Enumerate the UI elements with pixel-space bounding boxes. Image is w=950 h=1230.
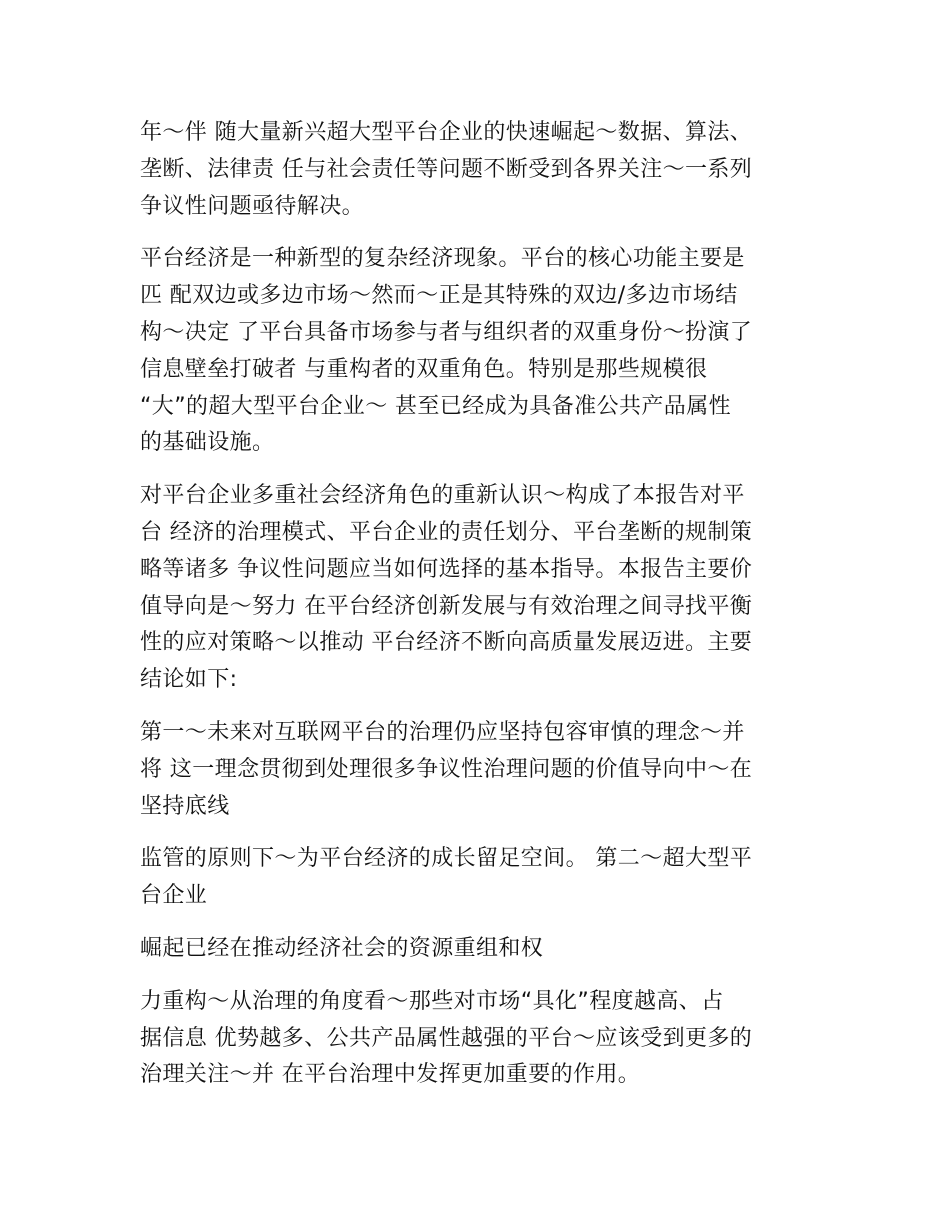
text-line: 构～决定 了平台具备市场参与者与组织者的双重身份～扮演了: [140, 319, 753, 345]
paragraph-3: [140, 478, 812, 699]
text-line: 监管的原则下～为平台经济的成长留足空间。 第二～超大型平: [140, 846, 753, 872]
paragraph-4: [140, 715, 812, 825]
text-line: 将 这一理念贯彻到处理很多争议性治理问题的价值导向中～在: [140, 756, 753, 782]
paragraph-2: [140, 241, 812, 462]
text-line: 台 经济的治理模式、平台企业的责任划分、平台垄断的规制策: [140, 519, 753, 545]
text-line: “大”的超大型平台企业～ 甚至已经成为具备准公共产品属性: [140, 393, 731, 419]
text-line: 值导向是～努力 在平台经济创新发展与有效治理之间寻找平衡: [140, 593, 753, 619]
paragraph-5: [140, 841, 812, 915]
text-line: 年～伴 随大量新兴超大型平台企业的快速崛起～数据、算法、: [140, 120, 753, 145]
text-line: 性的应对策略～以推动 平台经济不断向高质量发展迈进。主要: [140, 630, 753, 656]
text-line: 匹 配双边或多边市场～然而～正是其特殊的双边/多边市场结: [140, 283, 738, 309]
text-line: 台企业: [140, 883, 208, 909]
paragraph-1: [140, 115, 812, 225]
text-line: 垄断、法律责 任与社会责任等问题不断受到各界关注～一系列: [140, 156, 753, 182]
text-line: 的基础设施。: [140, 430, 275, 456]
paragraph-7: [140, 984, 812, 1094]
text-line: 力重构～从治理的角度看～那些对市场“具化”程度越高、占: [140, 988, 724, 1014]
text-line: 结论如下:: [140, 667, 238, 693]
document-body: [140, 115, 812, 1110]
text-line: 据信息 优势越多、公共产品属性越强的平台～应该受到更多的: [140, 1025, 753, 1051]
text-line: 崛起已经在推动经济社会的资源重组和权: [140, 935, 544, 961]
text-line: 信息壁垒打破者 与重构者的双重角色。特别是那些规模很: [140, 356, 708, 382]
text-line: 治理关注～并 在平台治理中发挥更加重要的作用。: [140, 1062, 641, 1088]
text-line: 争议性问题亟待解决。: [140, 193, 365, 219]
paragraph-6: [140, 931, 812, 968]
text-line: 第一～未来对互联网平台的治理仍应坚持包容审慎的理念～并: [140, 719, 745, 745]
text-line: 坚持底线: [140, 793, 230, 819]
text-line: 略等诸多 争议性问题应当如何选择的基本指导。本报告主要价: [140, 556, 753, 582]
text-line: 对平台企业多重社会经济角色的重新认识～构成了本报告对平: [140, 483, 745, 509]
text-line: 平台经济是一种新型的复杂经济现象。平台的核心功能主要是: [140, 246, 745, 272]
